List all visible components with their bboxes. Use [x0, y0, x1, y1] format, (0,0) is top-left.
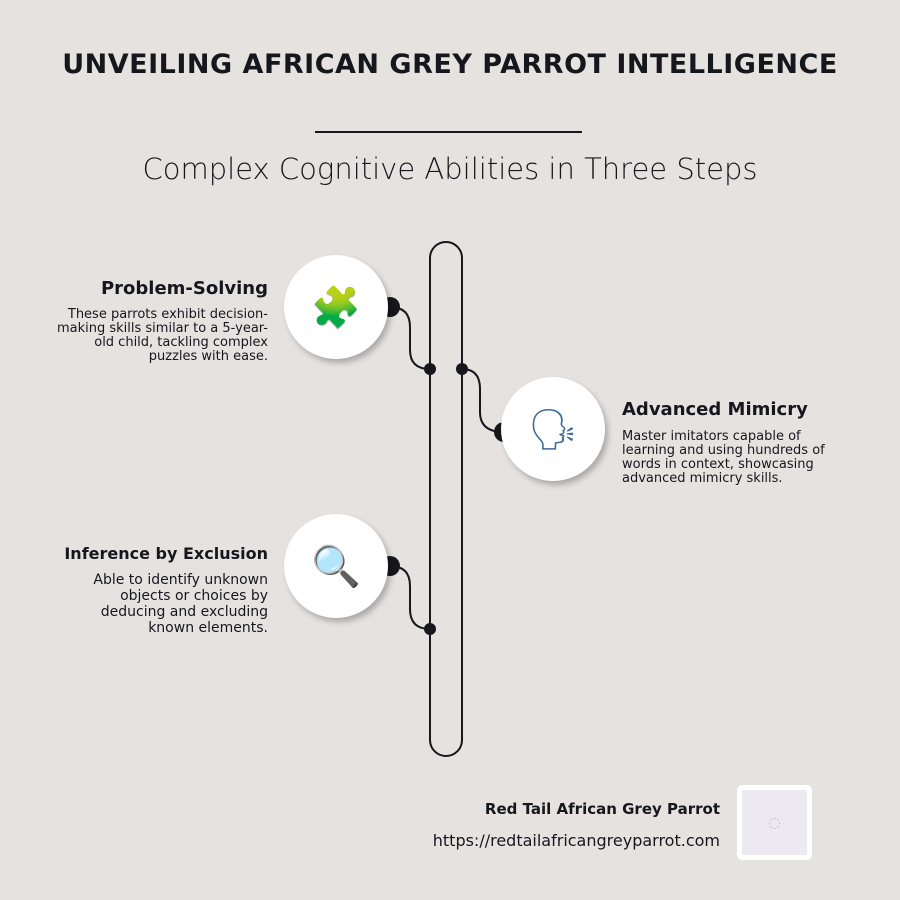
step-title-problem-solving: Problem-Solving	[100, 278, 268, 299]
step-title-inference: Inference by Exclusion	[64, 544, 268, 563]
website-link[interactable]: https://redtailafricangreyparrot.com	[432, 831, 720, 850]
magnifier-icon: 🔍	[284, 514, 388, 618]
step-text-mimicry: Master imitators capable of learning and using hundreds of words in context, showcasing advanced mimicry skills.	[622, 429, 825, 486]
subtitle: Complex Cognitive Abilities in Three Steps	[142, 152, 758, 186]
brand-name: Red Tail African Grey Parrot	[484, 800, 720, 818]
qr-code	[737, 785, 812, 860]
step-text-problem-solving: These parrots exhibit decision-making skills similar to a 5-year-old child, tackling complex puzzles with ease.	[56, 307, 268, 364]
step-text-inference: Able to identify unknown objects or choices by deducing and excluding known elements.	[93, 572, 268, 636]
speaking-head-icon: 🗣	[501, 377, 605, 481]
step-title-mimicry: Advanced Mimicry	[622, 399, 808, 420]
logo-icon: ◌	[742, 790, 807, 855]
puzzle-icon: 🧩	[284, 255, 388, 359]
page-title: UNVEILING AFRICAN GREY PARROT INTELLIGENCE	[62, 49, 838, 80]
